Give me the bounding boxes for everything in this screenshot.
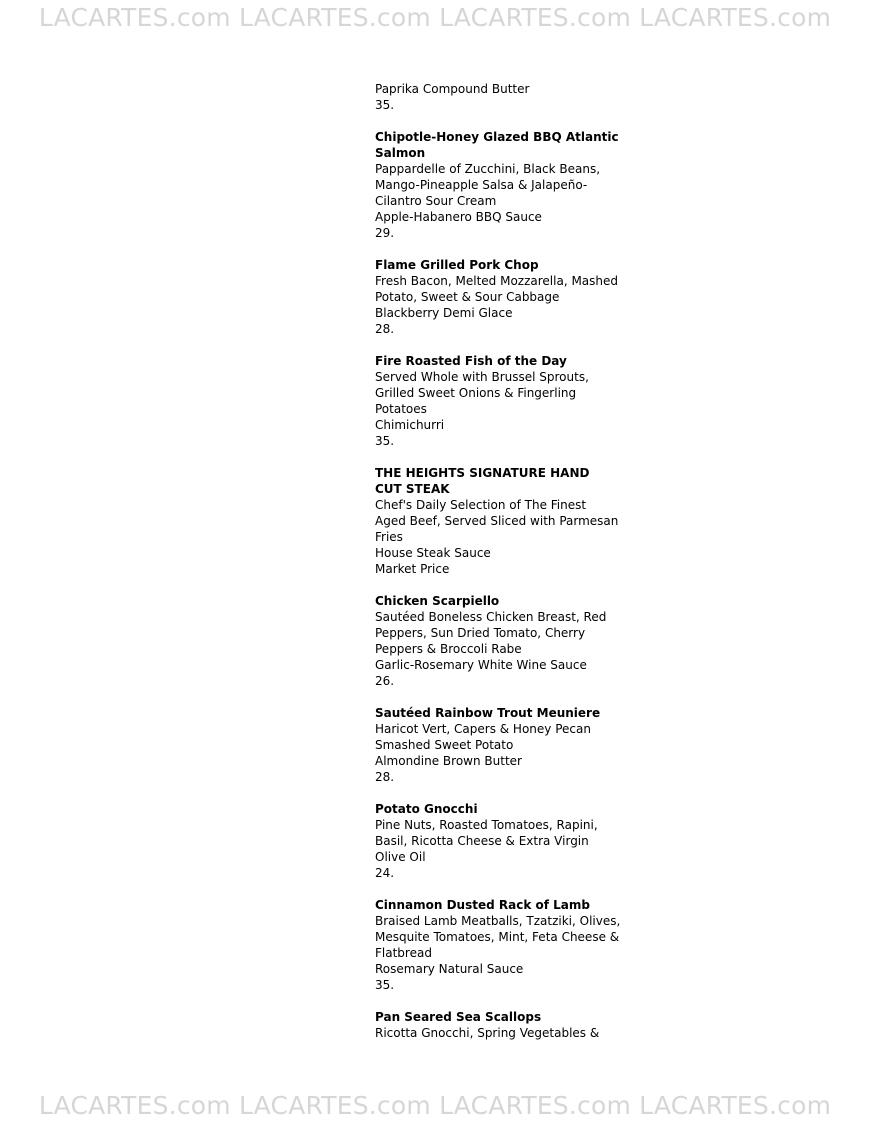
item-name-line: Flame Grilled Pork Chop [375, 258, 539, 272]
menu-item [375, 1009, 630, 1041]
item-description-line: Mesquite Tomatoes, Mint, Feta Cheese & [375, 930, 620, 944]
item-description-line: Cilantro Sour Cream [375, 194, 497, 208]
watermark-bottom: LACARTES.com LACARTES.com LACARTES.com LACARTES.com [38, 1091, 832, 1120]
item-description-line: Potato, Sweet & Sour Cabbage [375, 290, 560, 304]
item-description-line: Flatbread [375, 946, 432, 960]
item-description-line: Fries [375, 530, 403, 544]
item-description-line: Olive Oil [375, 850, 426, 864]
item-name-line: Sautéed Rainbow Trout Meuniere [375, 706, 601, 720]
item-description-line: Blackberry Demi Glace [375, 306, 513, 320]
item-description-line: Grilled Sweet Onions & Fingerling [375, 386, 577, 400]
item-price: Market Price [375, 562, 450, 576]
menu-column [375, 81, 630, 1041]
item-description-line: Peppers & Broccoli Rabe [375, 642, 522, 656]
item-description-line: Almondine Brown Butter [375, 754, 522, 768]
item-name-line: CUT STEAK [375, 482, 450, 496]
watermark-top: LACARTES.com LACARTES.com LACARTES.com LACARTES.com [38, 3, 832, 32]
item-description-line: Rosemary Natural Sauce [375, 962, 524, 976]
item-description-line: Served Whole with Brussel Sprouts, [375, 370, 589, 384]
item-name-line: Salmon [375, 146, 426, 160]
continued-item [375, 81, 630, 113]
item-price: 26. [375, 674, 395, 688]
item-name-line: Fire Roasted Fish of the Day [375, 354, 567, 368]
item-price: 29. [375, 226, 395, 240]
item-description-line: Paprika Compound Butter [375, 82, 530, 96]
item-description-line: Potatoes [375, 402, 427, 416]
item-description-line: Braised Lamb Meatballs, Tzatziki, Olives, [375, 914, 621, 928]
menu-item [375, 129, 630, 241]
item-price: 35. [375, 98, 395, 112]
menu-item [375, 897, 630, 993]
item-description-line: Smashed Sweet Potato [375, 738, 514, 752]
item-description-line: House Steak Sauce [375, 546, 491, 560]
item-price: 24. [375, 866, 395, 880]
item-description-line: Fresh Bacon, Melted Mozzarella, Mashed [375, 274, 619, 288]
item-price: 35. [375, 978, 395, 992]
item-description-line: Aged Beef, Served Sliced with Parmesan [375, 514, 619, 528]
item-description-line: Mango-Pineapple Salsa & Jalapeño- [375, 178, 588, 192]
item-name-line: Cinnamon Dusted Rack of Lamb [375, 898, 590, 912]
item-description-line: Apple-Habanero BBQ Sauce [375, 210, 542, 224]
item-description-line: Haricot Vert, Capers & Honey Pecan [375, 722, 591, 736]
item-description-line: Chimichurri [375, 418, 445, 432]
menu-item [375, 257, 630, 337]
item-description-line: Ricotta Gnocchi, Spring Vegetables & [375, 1026, 600, 1040]
menu-item [375, 705, 630, 785]
item-name-line: Potato Gnocchi [375, 802, 478, 816]
item-description-line: Garlic-Rosemary White Wine Sauce [375, 658, 587, 672]
item-name-line: Pan Seared Sea Scallops [375, 1010, 542, 1024]
item-description-line: Peppers, Sun Dried Tomato, Cherry [375, 626, 586, 640]
item-name-line: Chipotle-Honey Glazed BBQ Atlantic [375, 130, 619, 144]
item-description-line: Sautéed Boneless Chicken Breast, Red [375, 610, 607, 624]
item-name-line: THE HEIGHTS SIGNATURE HAND [375, 466, 590, 480]
item-description-line: Basil, Ricotta Cheese & Extra Virgin [375, 834, 589, 848]
menu-item [375, 593, 630, 689]
item-price: 28. [375, 770, 395, 784]
item-description-line: Chef's Daily Selection of The Finest [375, 498, 587, 512]
item-description-line: Pappardelle of Zucchini, Black Beans, [375, 162, 601, 176]
item-description-line: Pine Nuts, Roasted Tomatoes, Rapini, [375, 818, 598, 832]
item-price: 28. [375, 322, 395, 336]
item-price: 35. [375, 434, 395, 448]
menu-item [375, 465, 630, 577]
item-name-line: Chicken Scarpiello [375, 594, 500, 608]
menu-item [375, 353, 630, 449]
menu-item [375, 801, 630, 881]
